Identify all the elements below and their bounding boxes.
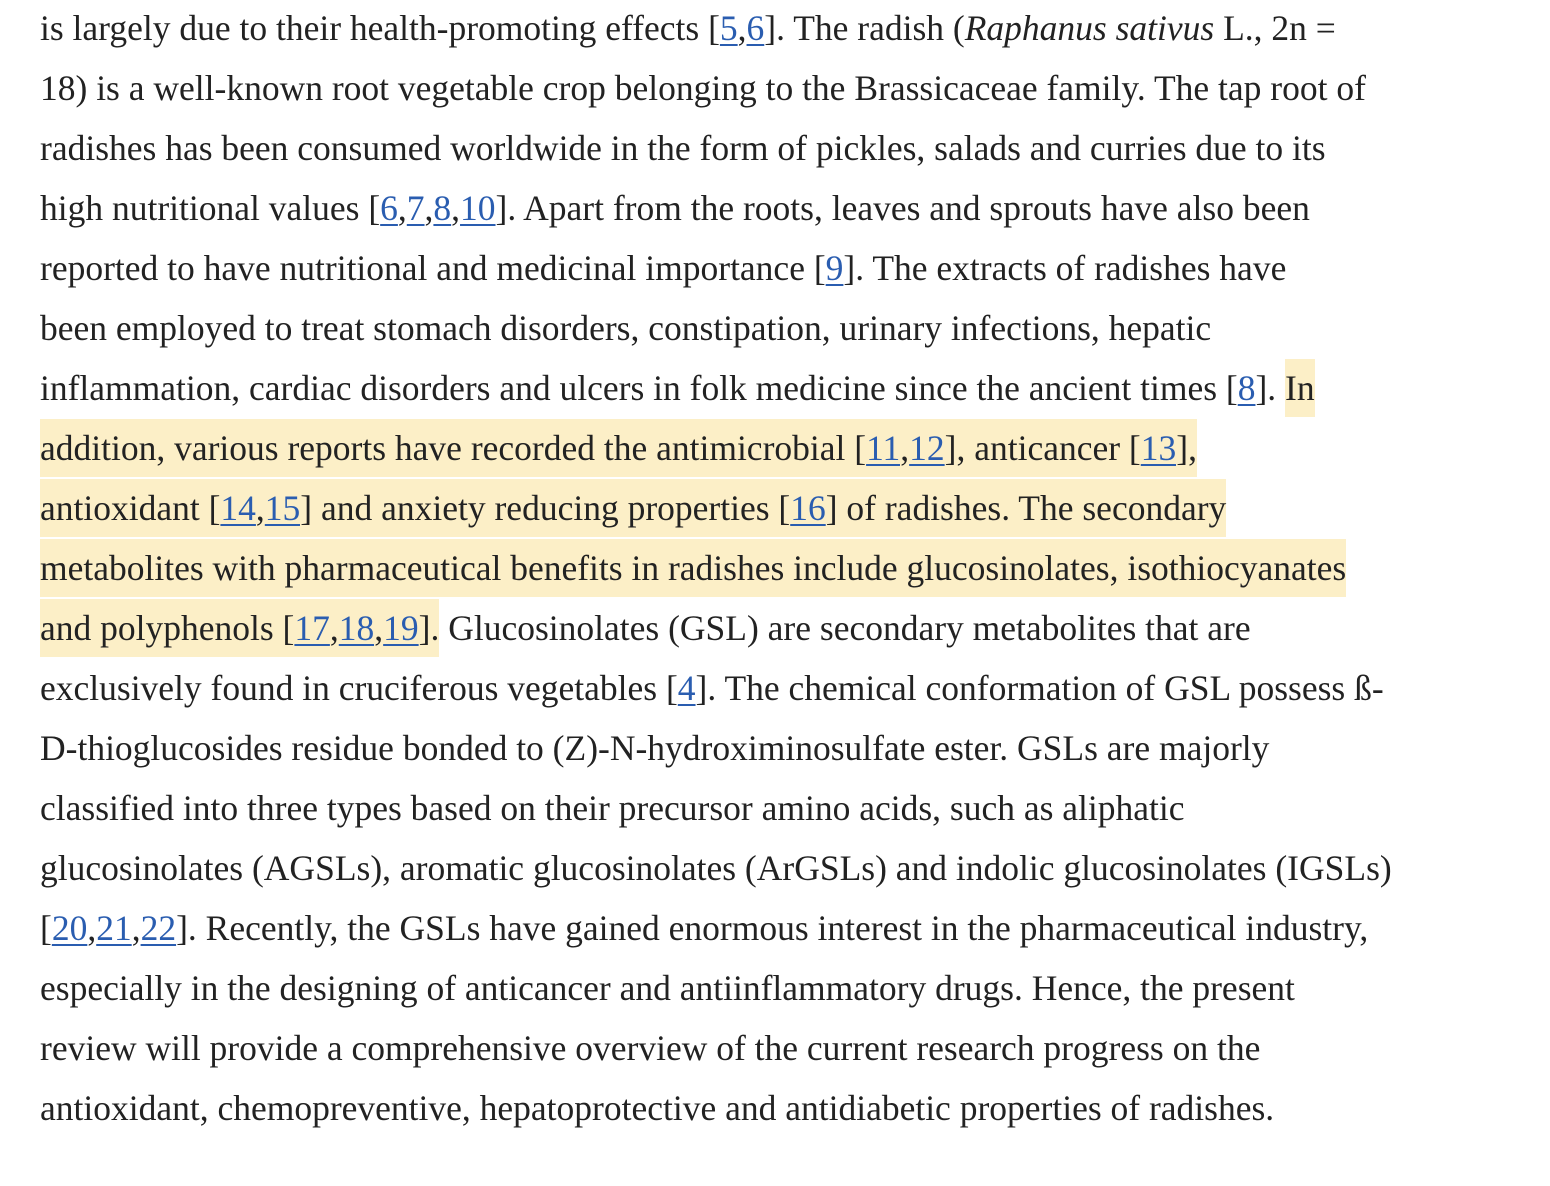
highlighted-citation-link[interactable]: 12	[909, 419, 945, 477]
text-line	[40, 418, 1530, 478]
text-run: ,	[451, 188, 461, 228]
text-run: is largely due to their health-promoting effects [	[40, 8, 720, 48]
text-line	[40, 898, 1530, 958]
highlighted-text: ].	[419, 599, 440, 657]
text-run: ,	[397, 188, 407, 228]
text-run: ,	[131, 908, 141, 948]
citation-link[interactable]: 6	[746, 8, 765, 48]
highlighted-citation-link[interactable]: 13	[1141, 419, 1177, 477]
text-line	[40, 1018, 1530, 1078]
citation-link[interactable]: 4	[677, 668, 696, 708]
text-run: high nutritional values [	[40, 188, 381, 228]
highlighted-citation-link[interactable]: 19	[383, 599, 419, 657]
text-run: [	[40, 908, 52, 948]
text-line	[40, 1078, 1530, 1138]
highlighted-citation-link[interactable]: 17	[294, 599, 330, 657]
text-run: 18) is a well-known root vegetable crop belonging to the Brassicaceae family. The tap root of	[40, 68, 1366, 108]
highlighted-text: and polyphenols [	[40, 599, 294, 657]
citation-link[interactable]: 20	[51, 908, 88, 948]
citation-link[interactable]: 7	[406, 188, 425, 228]
citation-link[interactable]: 5	[719, 8, 738, 48]
text-run: L., 2n =	[1214, 8, 1336, 48]
highlighted-text: antioxidant [	[40, 479, 220, 537]
text-run: especially in the designing of anticancer and antiinflammatory drugs. Hence, the present	[40, 968, 1295, 1008]
highlighted-text: addition, various reports have recorded the antimicrobial [	[40, 419, 866, 477]
text-line	[40, 838, 1530, 898]
text-line	[40, 658, 1530, 718]
text-run: review will provide a comprehensive overview of the current research progress on the	[40, 1028, 1261, 1068]
text-run: reported to have nutritional and medicinal importance [	[40, 248, 826, 288]
text-run: ]. The extracts of radishes have	[843, 248, 1287, 288]
text-line	[40, 178, 1530, 238]
text-run: ,	[737, 8, 747, 48]
citation-link[interactable]: 9	[825, 248, 844, 288]
text-line	[40, 478, 1530, 538]
text-line	[40, 958, 1530, 1018]
highlighted-text: ,	[330, 599, 339, 657]
text-line	[40, 298, 1530, 358]
citation-link[interactable]: 22	[140, 908, 177, 948]
highlighted-text: In	[1285, 359, 1315, 417]
highlighted-citation-link[interactable]: 14	[220, 479, 256, 537]
highlighted-text: ],	[1176, 419, 1197, 477]
citation-link[interactable]: 10	[460, 188, 496, 228]
text-run: ]. Recently, the GSLs have gained enormous interest in the pharmaceutical industry,	[176, 908, 1369, 948]
highlighted-citation-link[interactable]: 18	[339, 599, 375, 657]
text-line	[40, 238, 1530, 298]
text-run: ,	[87, 908, 97, 948]
text-run: inflammation, cardiac disorders and ulcers in folk medicine since the ancient times [	[40, 368, 1238, 408]
highlighted-text: metabolites with pharmaceutical benefits in radishes include glucosinolates, isothiocyanates	[40, 539, 1346, 597]
text-run: ,	[424, 188, 434, 228]
text-run: Glucosinolates (GSL) are secondary metabolites that are	[439, 608, 1251, 648]
highlighted-text: ], anticancer [	[945, 419, 1141, 477]
text-line	[40, 58, 1530, 118]
text-line	[40, 358, 1530, 418]
citation-link[interactable]: 8	[1237, 368, 1256, 408]
text-run: ]. The radish (	[764, 8, 965, 48]
species-name: Raphanus sativus	[964, 8, 1215, 48]
highlighted-text: ] and anxiety reducing properties [	[300, 479, 790, 537]
text-line	[40, 538, 1530, 598]
text-run: radishes has been consumed worldwide in the form of pickles, salads and curries due to its	[40, 128, 1326, 168]
text-line	[40, 778, 1530, 838]
text-run: ]. Apart from the roots, leaves and sprouts have also been	[495, 188, 1310, 228]
highlighted-text: ,	[256, 479, 265, 537]
citation-link[interactable]: 21	[96, 908, 132, 948]
highlighted-citation-link[interactable]: 11	[866, 419, 900, 477]
citation-link[interactable]: 8	[433, 188, 452, 228]
text-line	[40, 718, 1530, 778]
highlighted-text: ,	[374, 599, 383, 657]
text-line	[40, 598, 1530, 658]
text-run: glucosinolates (AGSLs), aromatic glucosinolates (ArGSLs) and indolic glucosinolates (IGSLs)	[40, 848, 1392, 888]
highlighted-citation-link[interactable]: 15	[265, 479, 301, 537]
article-body	[40, 0, 1530, 1138]
text-line	[40, 118, 1530, 178]
highlighted-text: ,	[900, 419, 909, 477]
highlighted-citation-link[interactable]: 16	[790, 479, 826, 537]
text-run: ].	[1255, 368, 1286, 408]
text-run: exclusively found in cruciferous vegetables [	[40, 668, 678, 708]
text-run: D-thioglucosides residue bonded to (Z)-N-hydroximinosulfate ester. GSLs are majorly	[40, 728, 1270, 768]
highlighted-text: ] of radishes. The secondary	[826, 479, 1227, 537]
text-run: antioxidant, chemopreventive, hepatoprotective and antidiabetic properties of radishes.	[40, 1088, 1275, 1128]
text-run: classified into three types based on their precursor amino acids, such as aliphatic	[40, 788, 1185, 828]
citation-link[interactable]: 6	[380, 188, 398, 228]
text-run: ]. The chemical conformation of GSL possess ß-	[695, 668, 1384, 708]
text-line	[40, 0, 1530, 58]
text-run: been employed to treat stomach disorders, constipation, urinary infections, hepatic	[40, 308, 1212, 348]
